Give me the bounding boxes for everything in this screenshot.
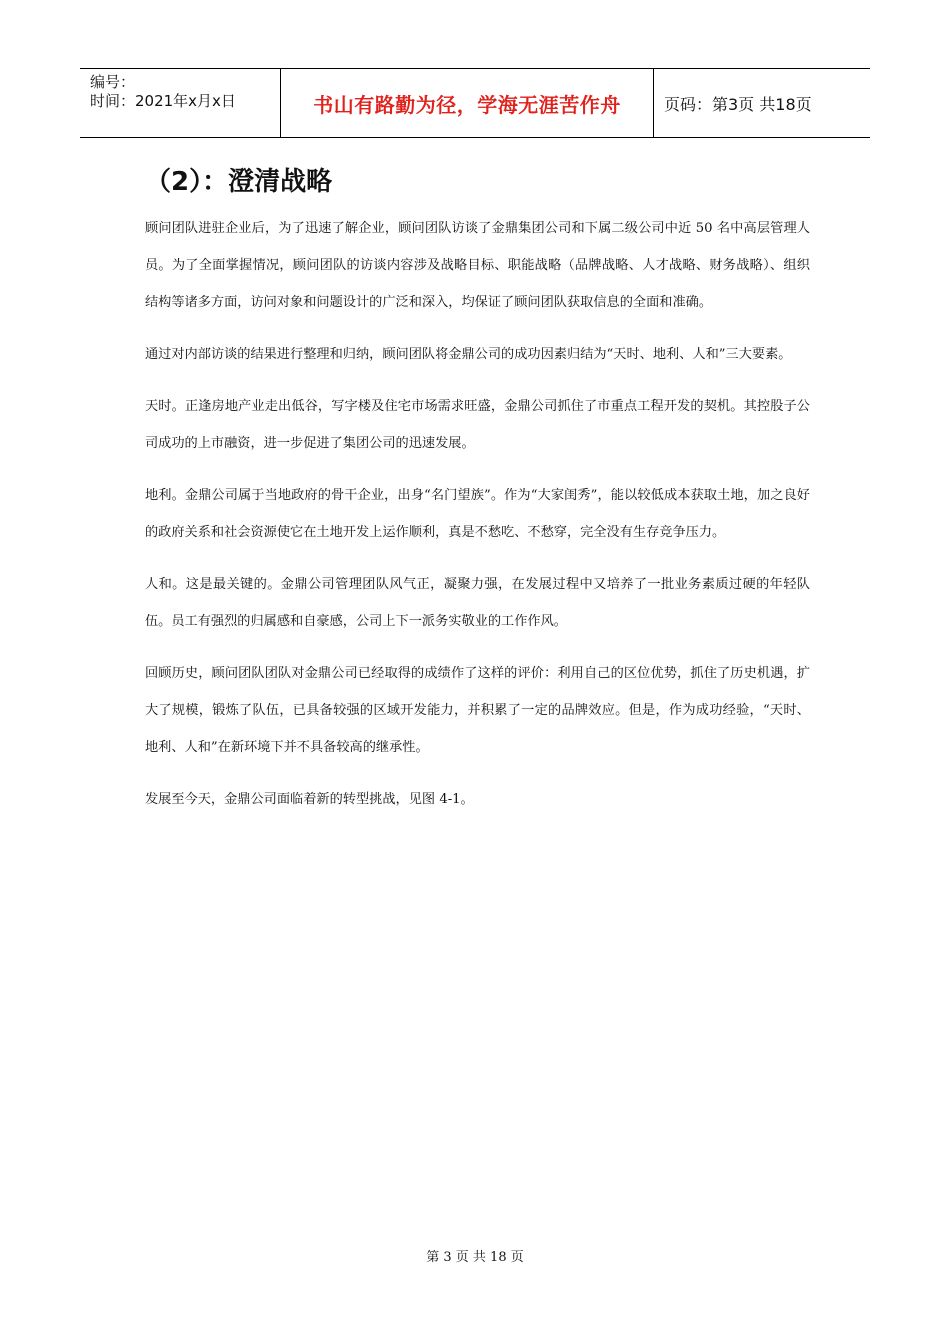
paragraph: 地利。金鼎公司属于当地政府的骨干企业，出身“名门望族”。作为“大家闺秀”，能以较低成本获取土地，加之良好的政府关系和社会资源使它在土地开发上运作顺利，真是不愁吃、不愁穿，完全没有生存竞争压力。 [145,488,810,540]
time-label: 时间：2021年x月x日 [90,92,236,110]
document-body [145,160,810,833]
paragraph: 天时。正逢房地产业走出低谷，写字楼及住宅市场需求旺盛，金鼎公司抓住了市重点工程开发的契机。其控股子公司成功的上市融资，进一步促进了集团公司的迅速发展。 [145,399,810,451]
paragraph: 发展至今天，金鼎公司面临着新的转型挑战，见图 4-1。 [145,792,474,807]
header-motto-cell [280,69,654,137]
paragraph: 顾问团队进驻企业后，为了迅速了解企业，顾问团队访谈了金鼎集团公司和下属二级公司中近 50 名中高层管理人员。为了全面掌握情况，顾问团队的访谈内容涉及战略目标、职能战略（品牌战略、人才战略、财务战略）、组织结构等诸多方面，访问对象和问题设计的广泛和深入，均保证了顾问团队获取信息的全面和准确。 [145,221,810,310]
motto-text: 书山有路勤为径，学海无涯苦作舟 [313,92,621,117]
paragraph: 通过对内部访谈的结果进行整理和归纳，顾问团队将金鼎公司的成功因素归结为“天时、地利、人和”三大要素。 [145,347,792,362]
header-page-info [654,69,870,137]
paragraph: 回顾历史，顾问团队团队对金鼎公司已经取得的成绩作了这样的评价：利用自己的区位优势，抓住了历史机遇，扩大了规模，锻炼了队伍，已具备较强的区域开发能力，并积累了一定的品牌效应。但是，作为成功经验，“天时、地利、人和”在新环境下并不具备较高的继承性。 [145,666,810,755]
paragraph: 人和。这是最关键的。金鼎公司管理团队风气正，凝聚力强，在发展过程中又培养了一批业务素质过硬的年轻队伍。员工有强烈的归属感和自豪感，公司上下一派务实敬业的工作作风。 [145,577,810,629]
page-info-text: 页码：第3页 共18页 [664,94,812,114]
footer-page-number: 第 3 页 共 18 页 [426,1250,524,1265]
doc-number-label: 编号： [90,73,136,91]
page-footer [0,1246,950,1265]
section-title: （2）：澄清战略 [145,167,333,197]
header-meta [80,69,280,137]
page-header [80,68,870,138]
